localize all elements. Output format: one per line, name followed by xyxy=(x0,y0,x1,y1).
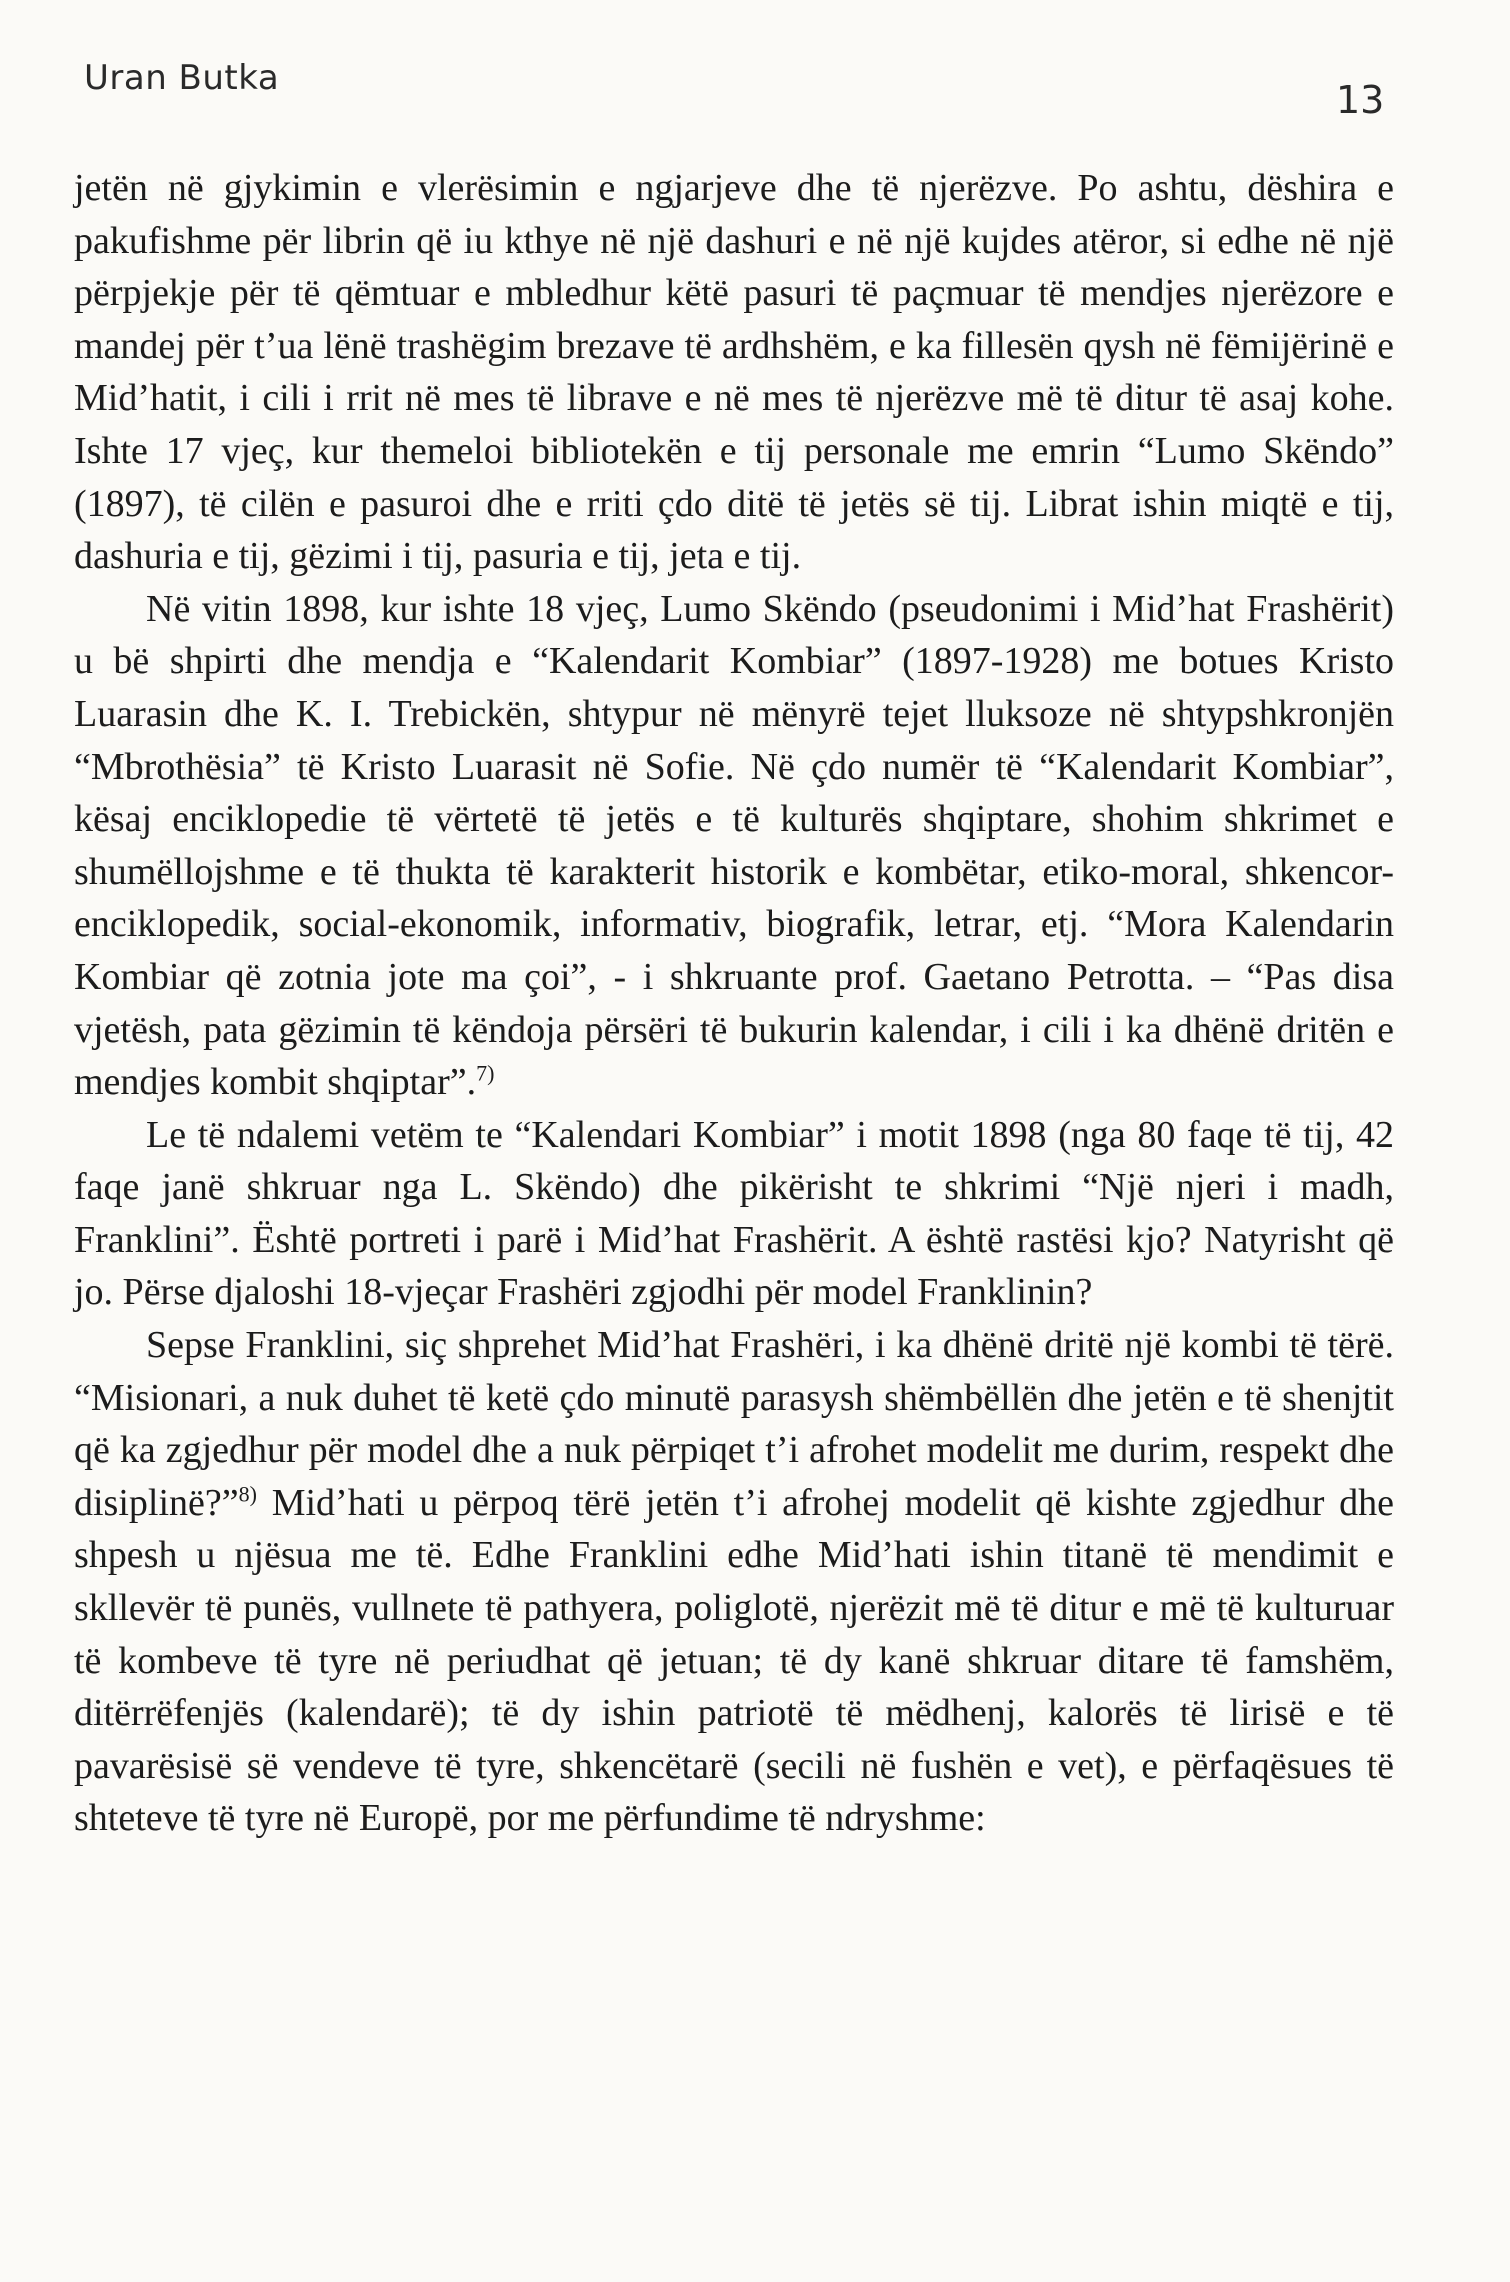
paragraph-2 xyxy=(74,583,1394,1109)
footnote-ref-8: 8) xyxy=(238,1481,257,1507)
paragraph-2-text: Në vitin 1898, kur ishte 18 vjeç, Lumo Skëndo (pseudonimi i Mid’hat Frashërit) u bë shpirti dhe mendja e “Kalendarit Kombiar” (1897-1928) me botues Kristo Luarasin dhe K. I. Trebickën, shtypur në mënyrë tejet lluksoze në shtypshkronjën “Mbrothësia” të Kristo Luarasit në Sofie. Në çdo numër të “Kalendarit Kombiar”, kësaj enciklopedie të vërtetë të jetës e të kulturës shqiptare, shohim shkrimet e shumëllojshme e të thukta të karakterit historik e kombëtar, etiko-moral, shkencor-enciklopedik, social-ekonomik, informativ, biografik, letrar, etj. “Mora Kalendarin Kombiar që zotnia jote ma çoi”, - i shkruante prof. Gaetano Petrotta. – “Pas disa vjetësh, pata gëzimin të këndoja përsëri të bukurin kalendar, i cili i ka dhënë dritën e mendjes kombit shqiptar”. xyxy=(74,587,1394,1104)
paragraph-3 xyxy=(74,1109,1394,1319)
running-head-author: Uran Butka xyxy=(84,58,280,98)
paragraph-1-text: jetën në gjykimin e vlerësimin e ngjarjeve dhe të njerëzve. Po ashtu, dëshira e pakufishme për librin që iu kthye në një dashuri e në një kujdes atëror, si edhe në një përpjekje për të qëmtuar e mbledhur këtë pasuri të paçmuar të mendjes njerëzore e mandej për t’ua lënë trashëgim brezave të ardhshëm, e ka fillesën qysh në fëmijërinë e Mid’hatit, i cili i rrit në mes të librave e në mes të njerëzve më të ditur të asaj kohe. Ishte 17 vjeç, kur themeloi bibliotekën e tij personale me emrin “Lumo Skëndo” (1897), të cilën e pasuroi dhe e rriti çdo ditë të jetës së tij. Librat ishin miqtë e tij, dashuria e tij, gëzimi i tij, pasuria e tij, jeta e tij. xyxy=(74,167,1394,578)
paragraph-3-text: Le të ndalemi vetëm te “Kalendari Kombiar” i motit 1898 (nga 80 faqe të tij, 42 faqe janë shkruar nga L. Skëndo) dhe pikërisht te shkrimi “Një njeri i madh, Franklini”. Është portreti i parë i Mid’hat Frashërit. A është rastësi kjo? Natyrisht që jo. Përse djaloshi 18-vjeçar Frashëri zgjodhi për model Franklinin? xyxy=(74,1113,1394,1314)
paragraph-4-text-continued: Mid’hati u përpoq tërë jetën t’i afrohej modelit që kishte zgjedhur dhe shpesh u njësua me të. Edhe Franklini edhe Mid’hati ishin titanë të mendimit e skllevër të punës, vullnete të pathyera, poliglotë, njerëzit më të ditur e më të kulturuar të kombeve të tyre në periudhat që jetuan; të dy kanë shkruar ditare të famshëm, ditërrëfenjës (kalendarë); të dy ishin patriotë të mëdhenj, kalorës të lirisë e të pavarësisë së vendeve të tyre, shkencëtarë (secili në fushën e vet), e përfaqësues të shteteve të tyre në Europë, por me përfundime të ndryshme: xyxy=(74,1481,1394,1840)
paragraph-1 xyxy=(74,162,1394,583)
paragraph-4 xyxy=(74,1319,1394,1845)
body-text xyxy=(74,162,1394,1845)
page-number: 13 xyxy=(1336,78,1385,122)
paragraph-4-text: Sepse Franklini, siç shprehet Mid’hat Frashëri, i ka dhënë dritë një kombi të tërë. “Misionari, a nuk duhet të ketë çdo minutë parasysh shëmbëllën dhe jetën e të shenjtit që ka zgjedhur për model dhe a nuk përpiqet t’i afrohet modelit me durim, respekt dhe disiplinë?” xyxy=(74,1324,1394,1524)
footnote-ref-7: 7) xyxy=(476,1060,495,1086)
